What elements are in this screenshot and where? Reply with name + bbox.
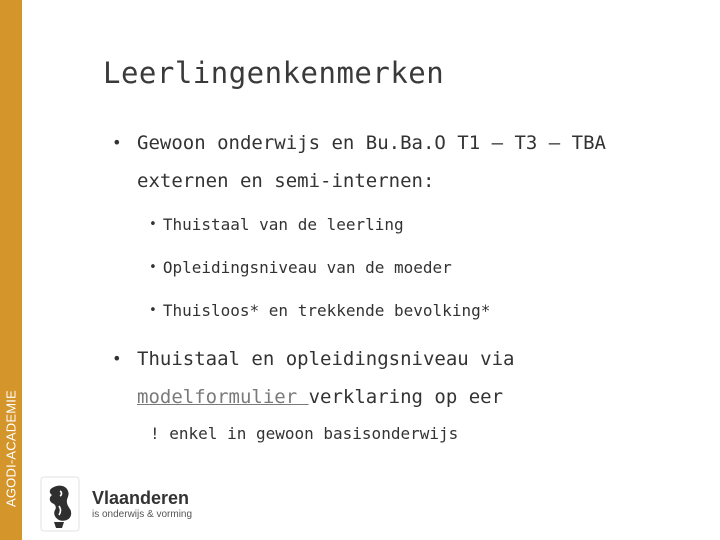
- bullet-2-suffix: verklaring op eer: [308, 386, 504, 408]
- sub-item-2-text: Opleidingsniveau van de moeder: [162, 258, 452, 277]
- sub-bullet-dot: •: [149, 303, 157, 318]
- side-bar: [0, 0, 22, 540]
- sub-bullet-dot: •: [149, 260, 157, 275]
- bullet-2-text: [112, 340, 682, 416]
- bullet-2: [112, 340, 682, 416]
- logo-tagline: is onderwijs & vorming: [92, 509, 193, 520]
- sub-item-3: [149, 301, 490, 320]
- flemish-lion-icon: [40, 476, 80, 532]
- logo-name: Vlaanderen: [92, 488, 190, 508]
- bullet-dot: •: [112, 133, 122, 152]
- bullet-2-prefix: Thuistaal en opleidingsniveau via: [137, 348, 515, 370]
- sub-item-3-text: Thuisloos* en trekkende bevolking*: [162, 301, 491, 320]
- sub-bullet-dot: •: [149, 217, 157, 232]
- note-text: ! enkel in gewoon basisonderwijs: [150, 424, 459, 443]
- vlaanderen-logo: [40, 476, 240, 534]
- modelformulier-link[interactable]: modelformulier: [137, 386, 309, 408]
- sub-item-1: [149, 215, 404, 234]
- sub-item-1-text: Thuistaal van de leerling: [162, 215, 404, 234]
- side-bar-label: AGODI-ACADEMIE: [3, 390, 19, 507]
- slide-title: Leerlingenkenmerken: [103, 56, 445, 90]
- bullet-1: [112, 124, 682, 200]
- sub-item-2: [149, 258, 452, 277]
- bullet-dot: •: [112, 349, 122, 368]
- bullet-1-text: Gewoon onderwijs en Bu.Ba.O T1 – T3 – TBA externen en semi-internen:: [137, 132, 606, 192]
